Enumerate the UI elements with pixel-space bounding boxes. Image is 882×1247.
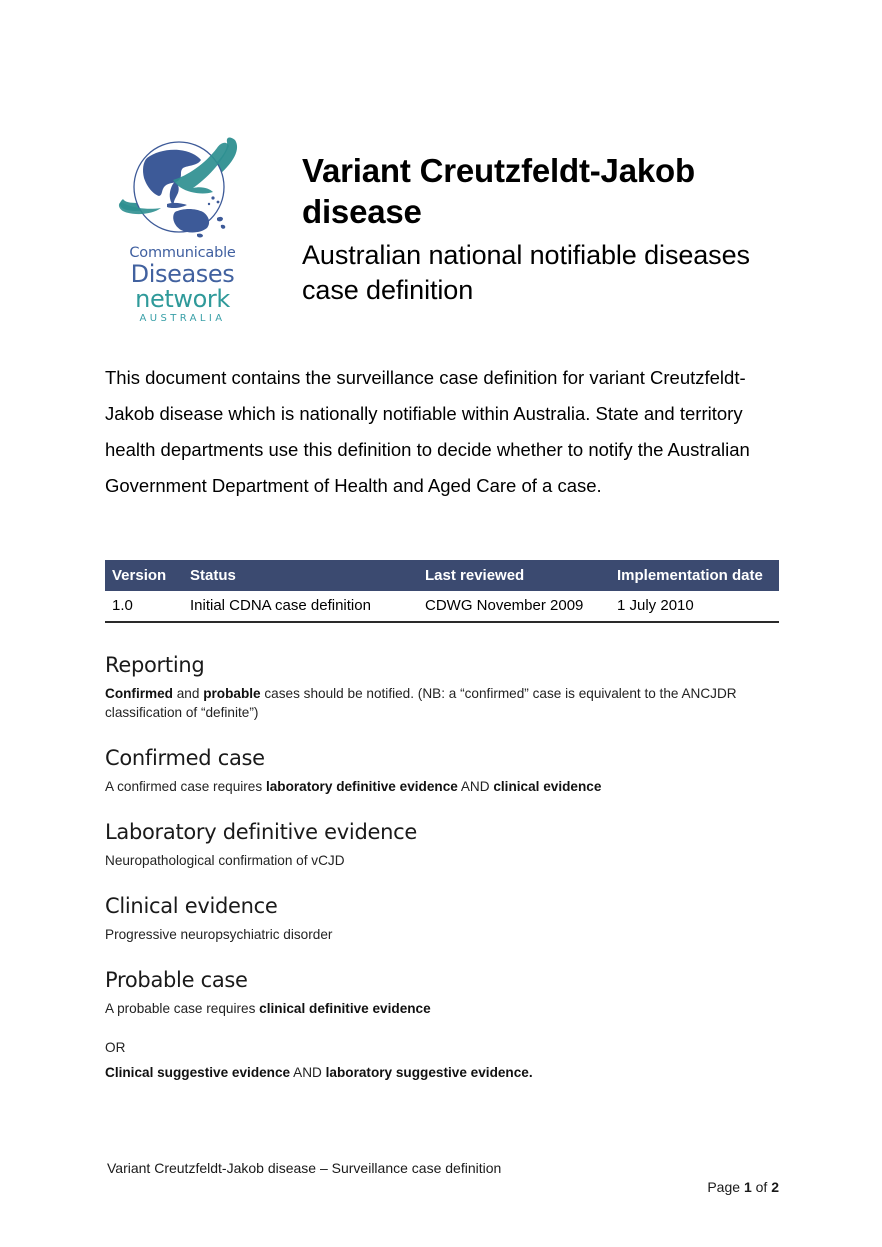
section-body	[105, 851, 780, 870]
cell-version: 1.0	[105, 591, 190, 622]
page-subtitle: Australian national notifiable diseases case definition	[302, 240, 750, 305]
section-body-text: A probable case requires	[105, 1001, 260, 1016]
content-section	[105, 967, 780, 1018]
section-body-text: and	[172, 686, 204, 701]
column-header-version: Version	[105, 560, 190, 591]
final-statement-part1: Clinical suggestive evidence	[105, 1065, 291, 1080]
version-metadata-table	[105, 560, 779, 623]
content-section	[105, 745, 780, 796]
column-header-status: Status	[190, 560, 425, 591]
page-title: Variant Creutzfeldt-Jakob disease	[302, 152, 695, 230]
wordmark-line-communicable: Communicable	[129, 245, 236, 261]
section-heading: Probable case	[105, 968, 248, 992]
cell-last-reviewed: CDWG November 2009	[425, 591, 617, 622]
footer-page-total: 2	[771, 1179, 779, 1195]
section-body	[105, 684, 780, 722]
section-body-emphasis: probable	[203, 686, 261, 701]
title-block	[260, 128, 785, 308]
content-sections	[105, 652, 780, 1082]
footer-page-number	[707, 1179, 779, 1195]
section-body-text: A confirmed case requires	[105, 779, 266, 794]
wordmark-line-diseases: Diseases	[130, 259, 235, 288]
cell-status: Initial CDNA case definition	[190, 591, 425, 622]
column-header-last-reviewed: Last reviewed	[425, 560, 617, 591]
section-body-text: Neuropathological confirmation of vCJD	[105, 853, 345, 868]
cdna-logo	[105, 128, 260, 324]
wordmark-line-australia: AUSTRALIA	[139, 312, 226, 324]
table-header	[105, 560, 779, 591]
section-body-emphasis: Confirmed	[105, 686, 173, 701]
section-heading: Reporting	[105, 653, 205, 677]
cell-implementation-date: 1 July 2010	[617, 591, 779, 622]
section-body	[105, 999, 780, 1018]
section-body-text: cases should be notified. (NB: a “confirmed” case is equivalent to the ANCJDR classification of “definite”)	[105, 686, 737, 720]
final-statement-part2: laboratory suggestive evidence.	[325, 1065, 533, 1080]
section-heading: Confirmed case	[105, 746, 265, 770]
section-body-text: AND	[457, 779, 494, 794]
content-section	[105, 893, 780, 944]
table-row	[105, 591, 779, 622]
cdna-wordmark	[129, 246, 235, 324]
section-body	[105, 925, 780, 944]
final-statement-connector: AND	[290, 1065, 326, 1080]
footer-page-prefix: Page	[707, 1179, 744, 1195]
content-section	[105, 819, 780, 870]
content-section	[105, 652, 780, 722]
column-header-implementation-date: Implementation date	[617, 560, 779, 591]
section-body-emphasis: laboratory definitive evidence	[265, 779, 458, 794]
section-heading: Laboratory definitive evidence	[105, 820, 417, 844]
footer-document-title: Variant Creutzfeldt-Jakob disease – Surveillance case definition	[107, 1160, 502, 1176]
section-body-emphasis: clinical evidence	[493, 779, 602, 794]
document-header	[105, 128, 785, 324]
intro-paragraph: This document contains the surveillance case definition for variant Creutzfeldt-Jakob disease which is nationally notifiable within Australia. State and territory health departments use this definition to decide whether to notify the Australian Government Department of Health and Aged Care of a case.	[105, 367, 750, 496]
section-heading: Clinical evidence	[105, 894, 278, 918]
sections-host	[105, 652, 780, 1018]
or-separator: OR	[105, 1040, 126, 1055]
wordmark-line-network: network	[135, 284, 230, 313]
section-body	[105, 777, 780, 796]
section-body-emphasis: clinical definitive evidence	[259, 1001, 431, 1016]
footer-page-middle: of	[751, 1179, 772, 1195]
table-header-row	[105, 560, 779, 591]
footer-page-current: 1	[743, 1179, 752, 1195]
final-statement	[105, 1063, 780, 1082]
section-body-text: Progressive neuropsychiatric disorder	[105, 927, 333, 942]
table-body	[105, 591, 779, 622]
globe-icon	[117, 132, 249, 250]
